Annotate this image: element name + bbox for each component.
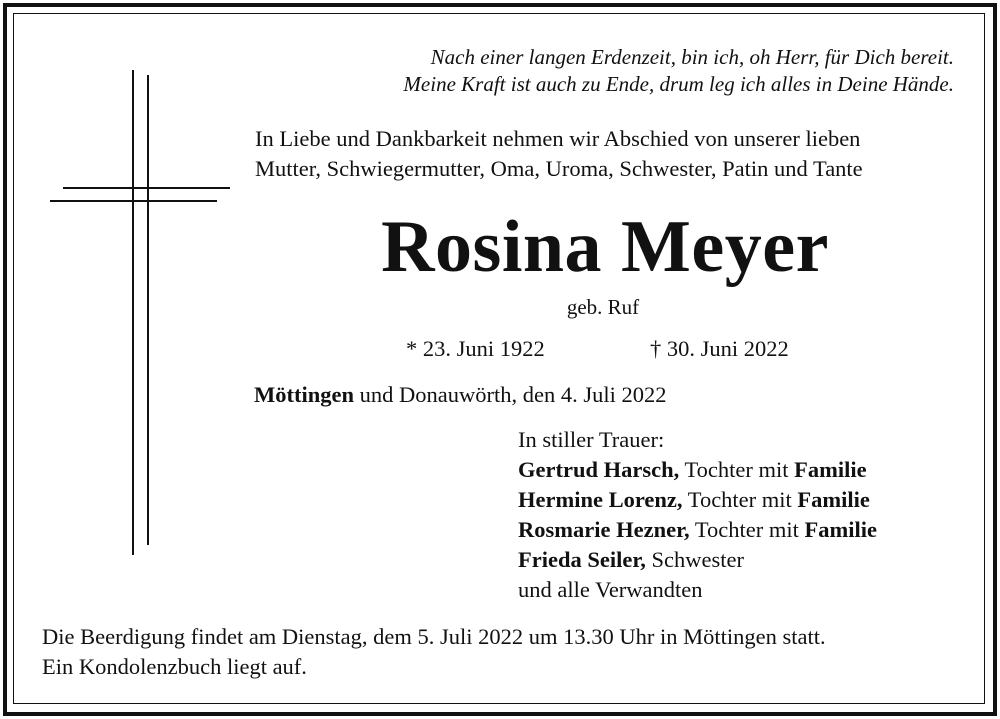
place-date-text: und Donauwörth, den 4. Juli 2022 [354,382,667,407]
mourner-relation: Tochter mit [679,457,795,482]
mourners-list [518,425,877,605]
mourner-suffix: Familie [797,487,870,512]
verse-line: Nach einer langen Erdenzeit, bin ich, oh Herr, für Dich bereit. [430,45,954,69]
funeral-notice [42,622,826,682]
intro-line: Mutter, Schwiegermutter, Oma, Uroma, Schwester, Patin und Tante [255,156,863,181]
verse-line: Meine Kraft ist auch zu Ende, drum leg ich alles in Deine Hände. [403,72,954,96]
funeral-line: Die Beerdigung findet am Dienstag, dem 5. Juli 2022 um 13.30 Uhr in Möttingen statt. [42,624,826,649]
birth-date: * 23. Juni 1922 [406,336,545,361]
intro-line: In Liebe und Dankbarkeit nehmen wir Abschied von unserer lieben [255,126,861,151]
mourner-entry [518,545,877,575]
mourner-entry [518,515,877,545]
mourner-name: Frieda Seiler, [518,547,646,572]
place-and-date [254,380,666,410]
mourners-heading: In stiller Trauer: [518,427,665,452]
death-date: † 30. Juni 2022 [650,336,789,361]
mourner-relation: Tochter mit [689,517,805,542]
maiden-name: geb. Ruf [566,295,640,319]
mourner-name: Rosmarie Hezner, [518,517,690,542]
mourners-closing: und alle Verwandten [518,577,703,602]
mourner-entry [518,455,877,485]
cross-horizontal-line-top [63,187,230,189]
mourner-name: Hermine Lorenz, [518,487,683,512]
cross-horizontal-line-bottom [50,200,217,202]
deceased-name: Rosina Meyer [381,206,829,288]
mourner-suffix: Familie [794,457,867,482]
mourner-entry [518,485,877,515]
mourner-relation: Schwester [645,547,745,572]
place-name: Möttingen [254,382,354,407]
mourner-relation: Tochter mit [682,487,798,512]
mourner-suffix: Familie [804,517,877,542]
verse [403,44,954,98]
intro-text [255,124,863,184]
funeral-line: Ein Kondolenzbuch liegt auf. [42,654,307,679]
mourner-name: Gertrud Harsch, [518,457,680,482]
